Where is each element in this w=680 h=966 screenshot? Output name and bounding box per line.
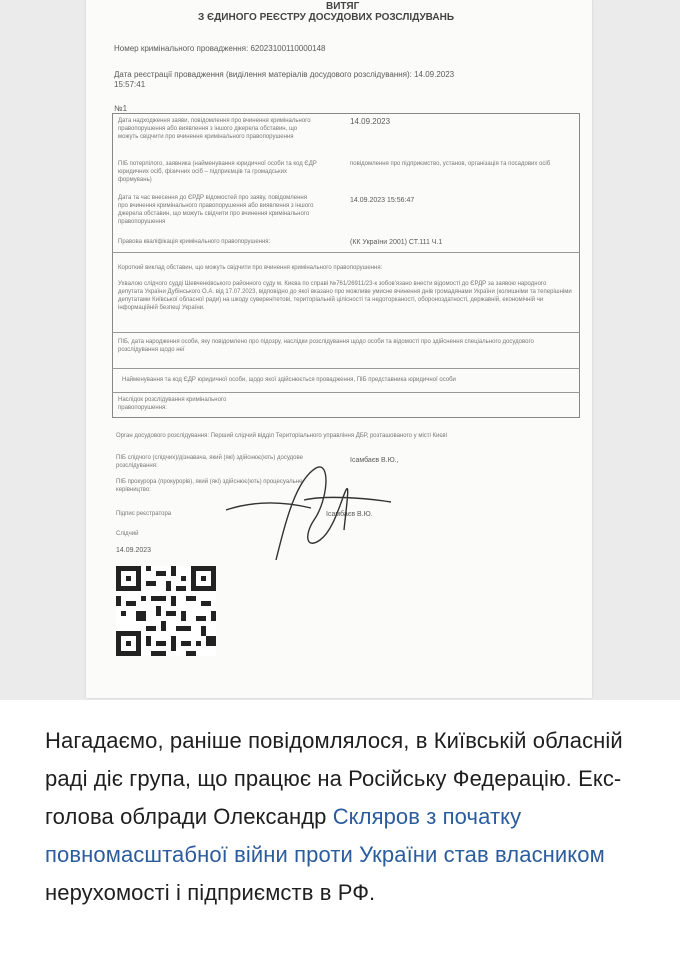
row1-label: Дата надходження заяви, повідомлення про вчинення кримінального правопорушення або виявлення з іншого джерела обставин, що можуть свідчити про вчинення кримінального правопорушення — [118, 118, 311, 140]
handwritten-signature-icon — [216, 440, 396, 570]
divider — [112, 368, 580, 369]
article-paragraph — [45, 722, 645, 912]
legal-entity-label: Найменування та код ЄДР юридичної особи, щодо якої здійснюється провадження, ПІБ представника юридичної особи — [122, 377, 456, 383]
role-label: Слідчий — [116, 531, 139, 537]
investigator-org: Орган досудового розслідування: Перший слідчий відділ Територіального управління ДБР, розташованого у місті Києві — [116, 433, 447, 439]
divider — [112, 332, 580, 333]
row2-value: повідомлення про підприємство, установ, організація та посадових осіб — [350, 161, 551, 167]
investigator-label: ПІБ слідчого (слідчих)/дізнавача, який (які) здійснює(ють) досудове розслідування: — [116, 455, 303, 469]
summary-label: Короткий виклад обставин, що можуть свідчити про вчинення кримінального правопорушення: — [118, 265, 383, 271]
outcome-label: Наслідок розслідування кримінального правопорушення: — [118, 397, 227, 411]
qr-code-icon — [116, 565, 216, 657]
article-link[interactable]: Скляров з початку повномасштабної війни проти України став власником — [45, 804, 605, 867]
suspect-label: ПІБ, дата народження особи, яку повідомлено про підозру, наслідки розслідування щодо особи та відомості про здійснення спеціального досудового розслідування щодо неї — [118, 339, 534, 353]
row4-label: Правова кваліфікація кримінального правопорушення: — [118, 239, 271, 245]
doc-date: 14.09.2023 — [116, 547, 152, 554]
article-text: Нагадаємо, раніше повідомлялося, в Київській обласній раді діє група, що працює на Російську Федерацію. Екс-голова облради Олександр — [45, 728, 623, 829]
case-number: Номер кримінального провадження: 62023100110000148 — [114, 44, 326, 53]
doc-subtitle: З ЄДИНОГО РЕЄСТРУ ДОСУДОВИХ РОЗСЛІДУВАНЬ — [198, 12, 455, 23]
prosecutor-label: ПІБ прокурора (прокурорів), який (які) здійснює(ють) процесуальне керівництво: — [116, 479, 303, 493]
registration-date: Дата реєстрації провадження (виділення матеріалів досудового розслідування): 14.09.2023 — [114, 70, 455, 79]
row4-value: (КК України 2001) СТ.111 Ч.1 — [350, 239, 443, 246]
row3-label: Дата та час внесення до ЄРДР відомостей про заяву, повідомлення про вчинення кримінального правопорушення або виявлення з іншого джерела обставин, що можуть свідчити про вчинення кримінального правопорушення — [118, 195, 314, 225]
registrar-value: Ісамбаєв В.Ю. — [326, 511, 373, 518]
divider — [112, 392, 580, 393]
divider — [112, 252, 580, 253]
section-number: №1 — [114, 104, 128, 113]
document-page — [86, 0, 592, 698]
article-text: нерухомості і підприємств в РФ. — [45, 880, 376, 905]
investigator-value: Ісамбаєв В.Ю., — [350, 457, 399, 464]
row2-label: ПІБ потерпілого, заявника (найменування юридичної особи та код ЄДР юридичних осіб, фізичних осіб – підприємців та громадських формувань) — [118, 161, 317, 183]
row1-value: 14.09.2023 — [350, 117, 391, 126]
row3-value: 14.09.2023 15:56:47 — [350, 197, 415, 204]
registration-time: 15:57:41 — [114, 80, 146, 89]
doc-title: ВИТЯГ — [326, 1, 360, 12]
summary-text: Ухвалою слідчого судді Шевченківського районного суду м. Києва по справі №761/26911/23-к зобов'язано внести відомості до ЄРДР за заявою народного депутата України Дубінського О.А. від 17.07.2023, відповідно до якої вказано про можливе умисне вчинення днів громадянами України (колишніми та теперішніми депутатами Київської обласної ради) на шкоду суверенітетові, територіальній цілісності та недоторканості, обороноздатності, державній, економічній чи інформаційній безпеці України. — [118, 281, 572, 311]
registrar-label: Підпис реєстратора — [116, 511, 172, 517]
